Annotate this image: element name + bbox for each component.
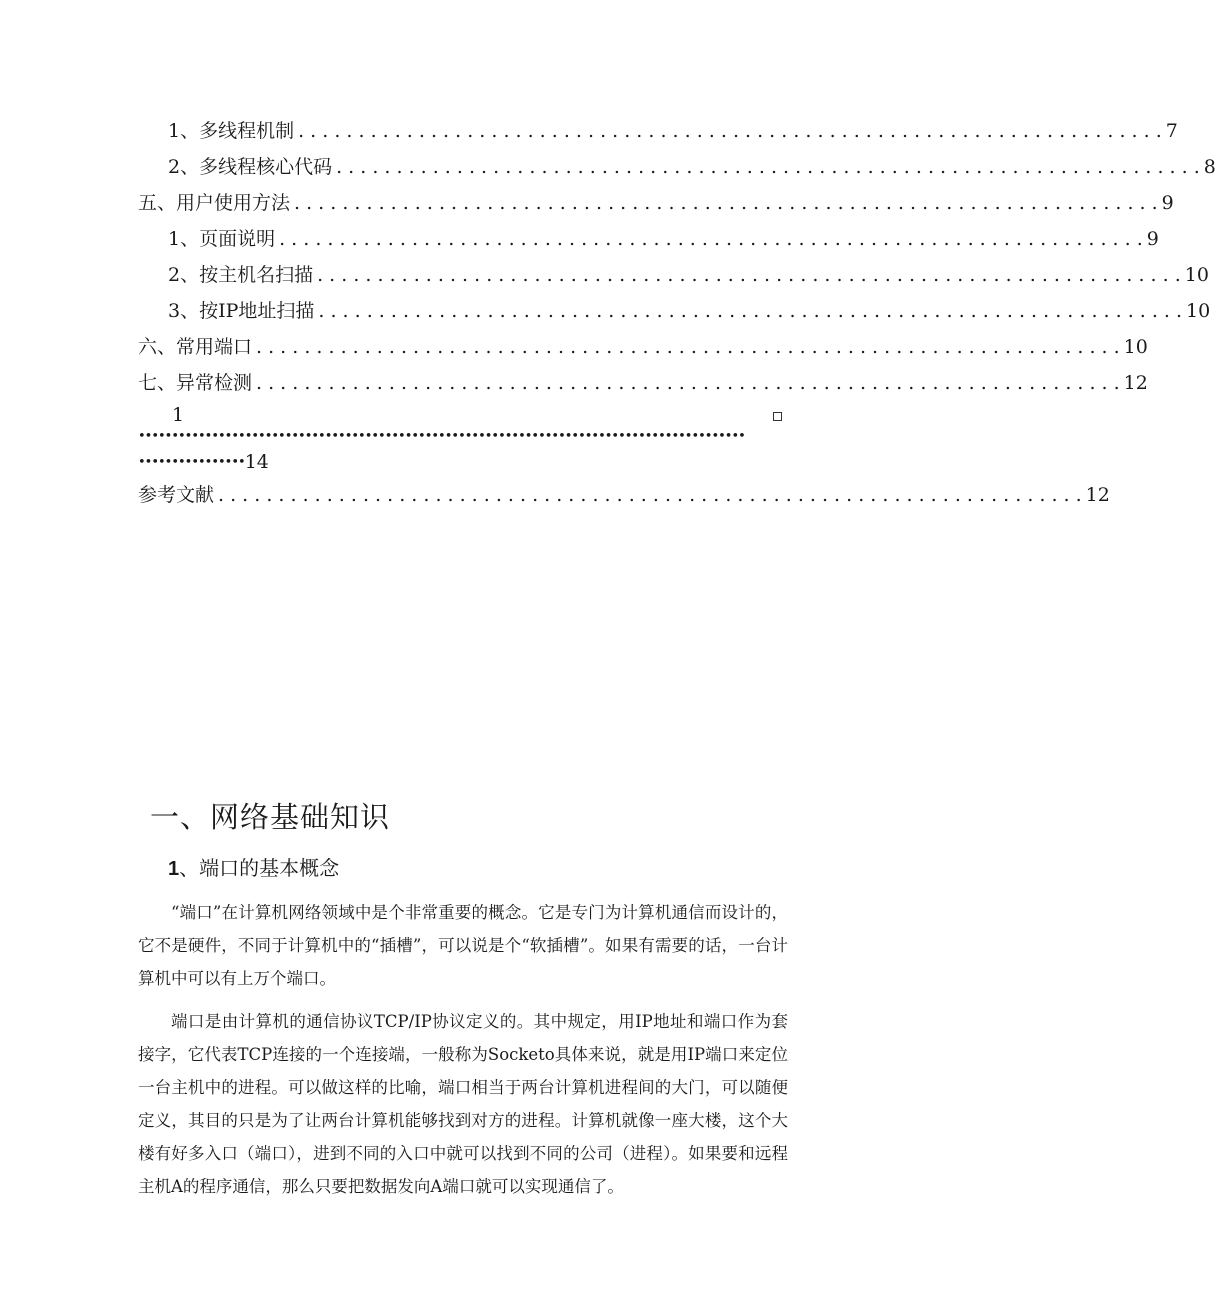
toc-broken-entry-number: 1 — [172, 404, 185, 426]
toc-entry-label: 3、按IP地址扫描 — [168, 300, 315, 322]
toc-entry-page: 10 — [1186, 300, 1211, 322]
subsection-number: 1 — [168, 858, 180, 880]
toc-entry-page: 12 — [1123, 372, 1148, 394]
toc-leader — [218, 482, 1082, 508]
toc-entry[interactable] — [0, 154, 1216, 180]
toc-entry-page: 10 — [1123, 336, 1148, 358]
toc-entry-page: 12 — [1085, 484, 1110, 506]
toc-entry-label: 六、常用端口 — [138, 336, 253, 358]
toc-entry[interactable] — [0, 190, 1174, 216]
toc-leader — [298, 118, 1162, 144]
toc-entry-page: 9 — [1161, 192, 1174, 214]
toc-entry-label: 2、多线程核心代码 — [168, 156, 333, 178]
toc-entry[interactable] — [0, 118, 1178, 144]
toc-entry-page: 9 — [1146, 228, 1159, 250]
body-paragraph: “端口”在计算机网络领域中是个非常重要的概念。它是专门为计算机通信而设计的，它不是硬件，不同于计算机中的“插槽”，可以说是个“软插槽”。如果有需要的话，一台计算机中可以有上万个端口。 — [138, 903, 788, 988]
toc-entry-page: 10 — [1184, 264, 1209, 286]
toc-entry-label: 1、页面说明 — [168, 228, 276, 250]
toc-bullet-leader-continued — [138, 449, 269, 475]
toc-entry[interactable] — [0, 334, 1148, 360]
toc-leader — [336, 154, 1200, 180]
toc-entry[interactable] — [0, 298, 1211, 324]
toc-entry[interactable] — [0, 262, 1209, 288]
toc-entry-page: 7 — [1165, 120, 1178, 142]
toc-leader — [279, 226, 1143, 252]
body-paragraph: 端口是由计算机的通信协议TCP/IP协议定义的。其中规定，用IP地址和端口作为套接字，它代表TCP连接的一个连接端，一般称为Socketo具体来说，就是用IP端口来定位一台主机中的进程。可以做这样的比喻，端口相当于两台计算机进程间的大门，可以随便定义，其目的只是为了让两台计算机能够找到对方的进程。计算机就像一座大楼，这个大楼有好多入口（端口），进到不同的入口中就可以找到不同的公司（进程）。如果要和远程主机A的程序通信，那么只要把数据发向A端口就可以实现通信了。 — [138, 1012, 788, 1196]
toc-entry-label: 五、用户使用方法 — [138, 192, 291, 214]
toc-entry-label: 1、多线程机制 — [168, 120, 295, 142]
toc-entry-label: 2、按主机名扫描 — [168, 264, 314, 286]
toc-leader — [256, 334, 1120, 360]
section-heading: 一、网络基础知识 — [150, 800, 391, 834]
toc-entry-page: 8 — [1203, 156, 1216, 178]
toc-entry[interactable] — [0, 482, 1110, 508]
toc-entry[interactable] — [0, 226, 1159, 252]
toc-leader — [317, 262, 1181, 288]
toc-entry-label: 七、异常检测 — [138, 372, 253, 394]
toc-broken-entry-page: 14 — [244, 451, 269, 473]
toc-bullet-leader: ••••••••••••••••••••••••••••••••••••••••••••••••••••••••••••••••••••••••••••••••••••••••••• — [138, 429, 745, 444]
subsection-heading — [168, 853, 339, 884]
subsection-title: 、端口的基本概念 — [179, 856, 340, 880]
missing-glyph-box-icon — [773, 412, 782, 421]
toc-entry[interactable] — [0, 370, 1148, 396]
toc-leader — [318, 298, 1182, 324]
toc-leader — [256, 370, 1120, 396]
toc-entry-label: 参考文献 — [138, 484, 215, 506]
toc-leader — [294, 190, 1158, 216]
toc-bullet-leader-tail: •••••••••••••••• — [138, 454, 245, 470]
